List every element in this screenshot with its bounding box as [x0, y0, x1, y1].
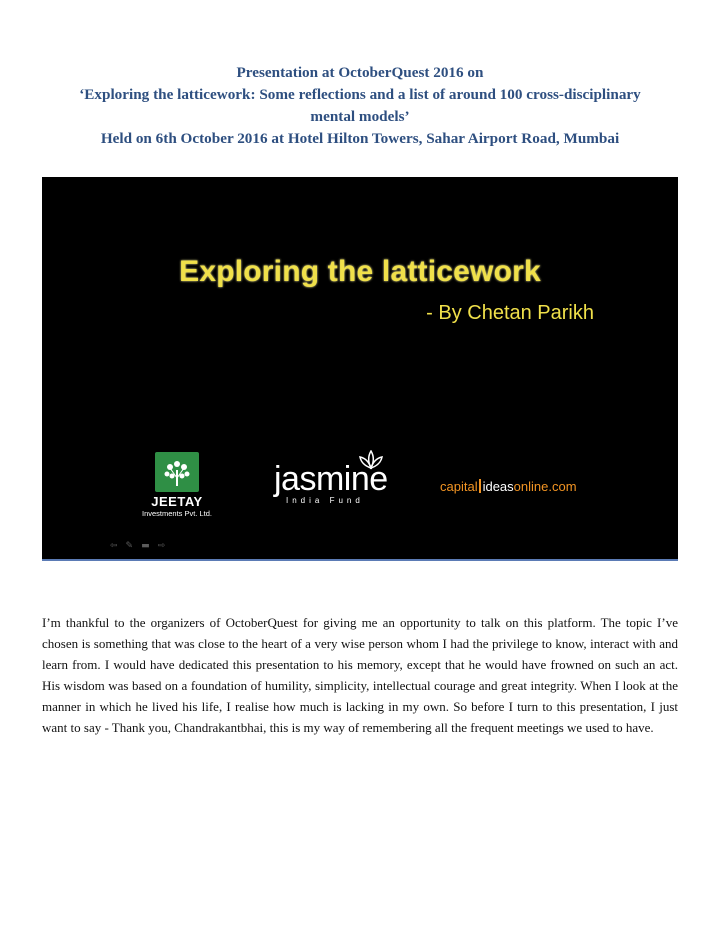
header-line-1: Presentation at OctoberQuest 2016 on [236, 64, 484, 81]
jeetay-name: JEETAY [151, 494, 203, 509]
body-paragraph [42, 612, 678, 738]
screen-icon[interactable]: ▬ [141, 541, 150, 551]
back-arrow-icon[interactable]: ⇦ [110, 541, 118, 551]
slide-title: Exploring the latticework [179, 255, 541, 288]
bulb-icon [479, 479, 481, 493]
tree-icon [155, 452, 199, 492]
forward-arrow-icon[interactable]: ⇨ [157, 541, 166, 551]
online-text: online.com [513, 479, 577, 494]
embedded-slide [42, 177, 678, 559]
jasmine-wordmark: jasmine [274, 460, 388, 498]
slide-byline: - By Chetan Parikh [426, 302, 594, 324]
paragraph-text: I’m thankful to the organizers of OctoberQuest for giving me an opportunity to talk on this platform. The topic I’ve chosen is something that was close to the heart of a very wise person whom I had the privilege to know, interact with and learn from. I would have dedicated this presentation to his memory, except that he would have frowned on such an act. His wisdom was based on a foundation of humility, simplicity, intellectual courage and great integrity. When I look at the manner in which he lived his life, I realise how much is lacking in my own. So before I turn to this presentation, I just want to say - Thank you, Chandrakantbhai, this is my way of remembering all the frequent meetings we used to have. [42, 615, 678, 735]
flower-icon [358, 450, 384, 470]
header-line-4: Held on 6th October 2016 at Hotel Hilton Towers, Sahar Airport Road, Mumbai [100, 130, 620, 147]
capitalideasonline-logo [440, 479, 577, 494]
ideas-text: ideas [482, 479, 514, 494]
jeetay-subtitle: Investments Pvt. Ltd. [141, 509, 213, 518]
pen-icon[interactable]: ✎ [125, 541, 134, 551]
jasmine-subtitle: India Fund [286, 496, 364, 505]
jasmine-logo [274, 462, 394, 505]
slide-controls [110, 541, 165, 551]
document-header [30, 62, 690, 150]
header-line-2: ‘Exploring the latticework: Some reflections and a list of around 100 cross-disciplinary [79, 86, 641, 103]
header-line-3: mental models’ [310, 108, 410, 125]
horizontal-divider [42, 559, 678, 561]
jeetay-logo [132, 452, 222, 518]
capital-text: capital [440, 479, 478, 494]
